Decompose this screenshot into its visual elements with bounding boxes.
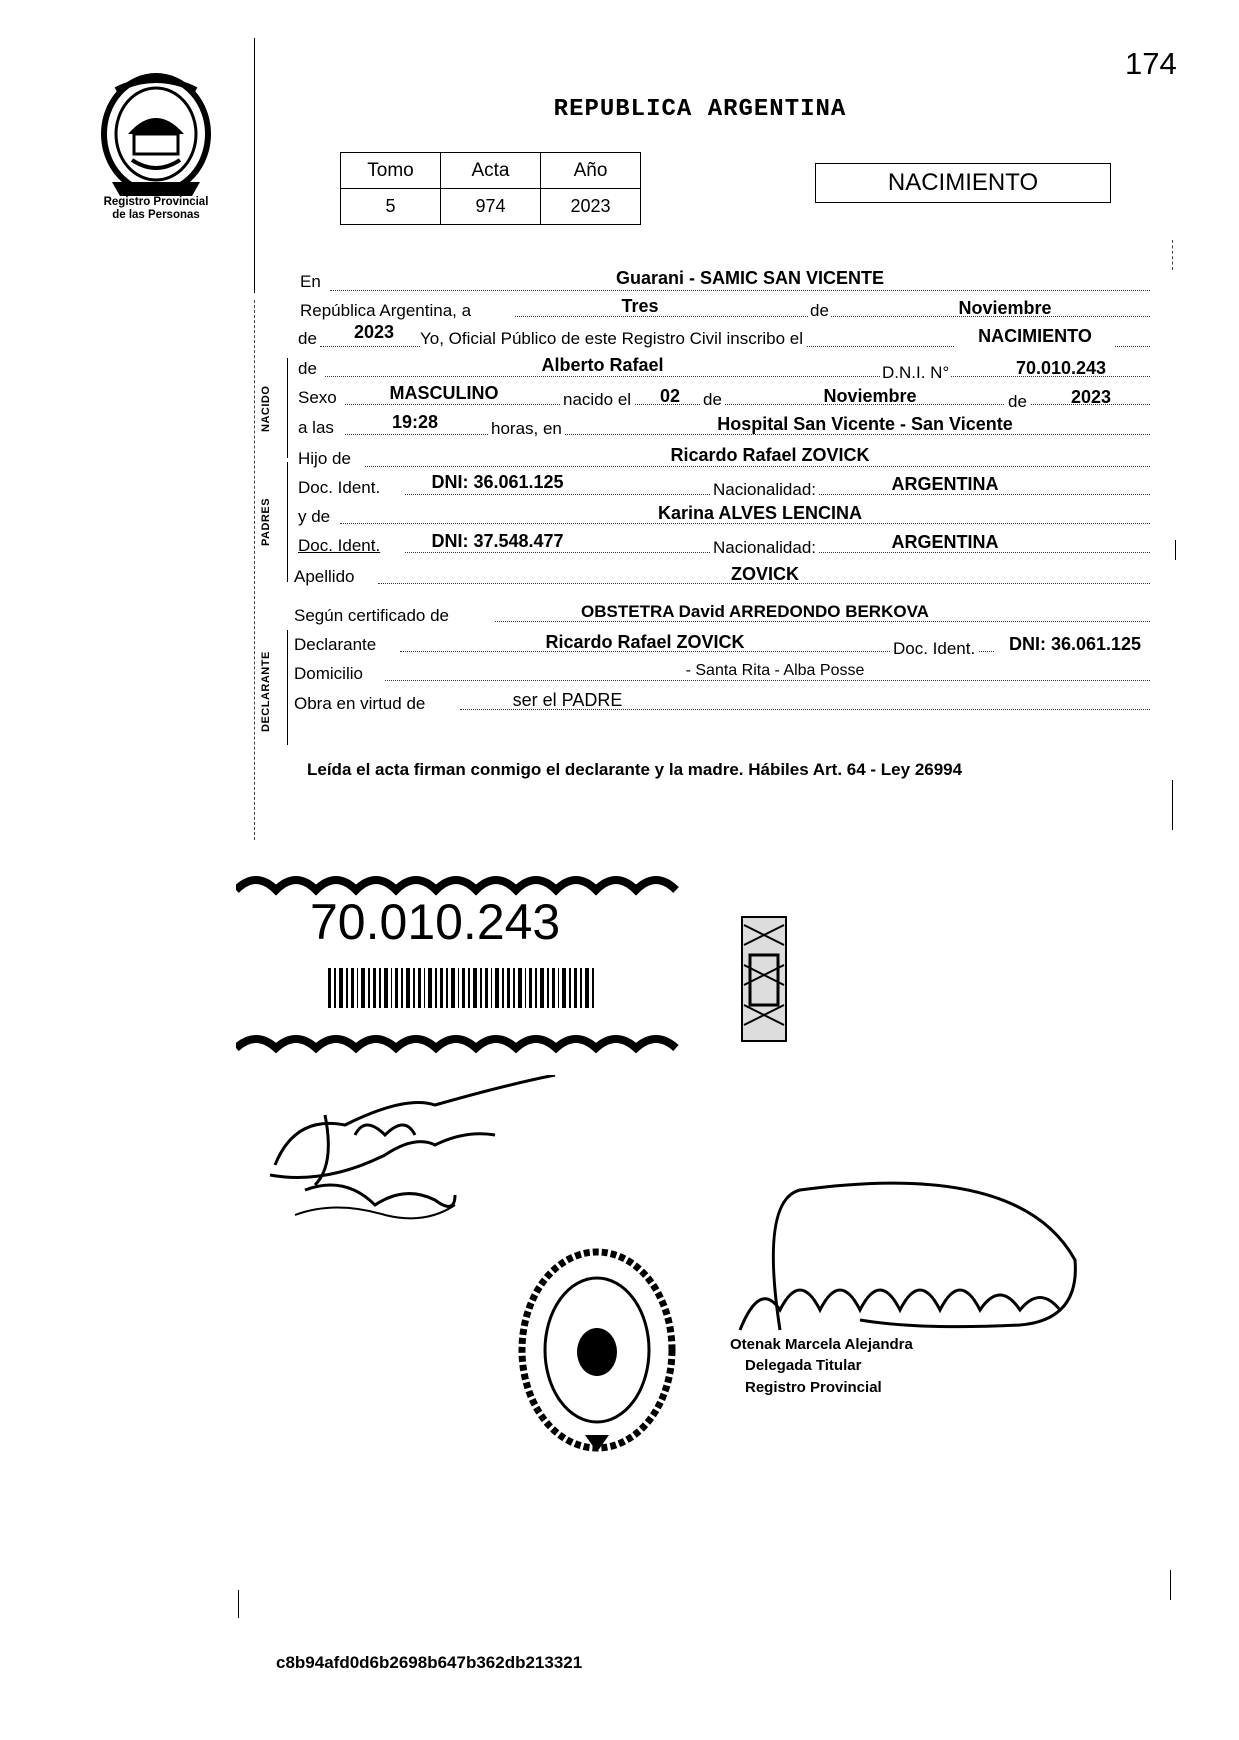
left-margin-mark xyxy=(238,1590,239,1618)
label-de-name: de xyxy=(298,359,317,378)
value-sex: MASCULINO xyxy=(389,383,499,403)
label-apellido: Apellido xyxy=(294,567,355,586)
side-label-declarante: DECLARANTE xyxy=(260,651,272,732)
label-nacionalidad-2: Nacionalidad: xyxy=(710,538,819,558)
declarante-bracket xyxy=(287,630,288,745)
value-father-doc: DNI: 36.061.125 xyxy=(431,472,564,492)
leader-en xyxy=(330,290,1150,291)
page-number: 174 xyxy=(1125,46,1177,81)
dni-stamp-number: 70.010.243 xyxy=(310,894,561,950)
side-label-padres: PADRES xyxy=(260,497,272,546)
right-margin-mark xyxy=(1172,780,1173,830)
label-hijo-de: Hijo de xyxy=(298,449,351,468)
official-title: Delegada Titular xyxy=(745,1357,862,1374)
official-office: Registro Provincial xyxy=(745,1379,882,1396)
value-child-dni: 70.010.243 xyxy=(1015,358,1107,378)
label-domicilio: Domicilio xyxy=(294,664,363,683)
registry-label-line-2: de las Personas xyxy=(112,209,200,221)
right-margin-mark xyxy=(1172,240,1173,270)
label-de-birth-year: de xyxy=(1005,392,1030,412)
label-republica: República Argentina, a xyxy=(300,301,472,320)
value-month-text: Noviembre xyxy=(958,298,1052,318)
right-margin-mark xyxy=(1175,540,1176,560)
label-nacionalidad-1: Nacionalidad: xyxy=(710,480,819,500)
document-title: REPUBLICA ARGENTINA xyxy=(553,96,847,123)
value-child-name: Alberto Rafael xyxy=(541,355,664,375)
official-signature xyxy=(720,1180,1090,1340)
value-act-name: NACIMIENTO xyxy=(955,326,1115,347)
label-declarante: Declarante xyxy=(294,635,377,654)
barcode xyxy=(328,968,594,1008)
label-obra-virtud: Obra en virtud de xyxy=(294,694,426,713)
label-doc-ident-decl: Doc. Ident. xyxy=(890,639,978,659)
label-segun-cert: Según certificado de xyxy=(294,606,449,625)
act-type-box: NACIMIENTO xyxy=(815,163,1111,203)
value-mother-name: Karina ALVES LENCINA xyxy=(657,503,863,523)
official-registry-seal xyxy=(515,1240,680,1460)
official-name: Otenak Marcela Alejandra xyxy=(730,1336,913,1353)
value-address: - Santa Rita - Alba Posse xyxy=(685,662,865,679)
value-tomo: 5 xyxy=(341,189,441,225)
label-de-year: de xyxy=(298,329,317,348)
value-year: 2023 xyxy=(344,322,404,343)
label-doc-ident-2: Doc. Ident. xyxy=(298,536,381,555)
nacido-bracket xyxy=(287,358,288,458)
padres-bracket xyxy=(287,462,288,582)
value-birth-month: Noviembre xyxy=(823,386,917,406)
value-father-nationality: ARGENTINA xyxy=(891,474,999,494)
label-de-birth-month: de xyxy=(700,390,725,410)
label-horas-en: horas, en xyxy=(488,419,565,439)
value-declarant-doc: DNI: 36.061.125 xyxy=(995,634,1155,655)
label-de-month: de xyxy=(810,301,829,320)
header-acta: Acta xyxy=(441,153,541,189)
label-yo-oficial: Yo, Oficial Público de este Registro Civil inscribo el xyxy=(420,329,807,349)
document-hash: c8b94afd0d6b2698b647b362db213321 xyxy=(276,1653,583,1672)
acta-reference-table xyxy=(340,152,641,225)
value-father-name: Ricardo Rafael ZOVICK xyxy=(670,445,870,465)
value-birth-place: Hospital San Vicente - San Vicente xyxy=(717,414,1013,434)
registry-label-line-1: Registro Provincial xyxy=(103,196,209,208)
value-surname: ZOVICK xyxy=(730,564,799,584)
label-a-las: a las xyxy=(298,418,334,437)
margin-line-dashed xyxy=(254,300,255,840)
label-doc-ident-1: Doc. Ident. xyxy=(298,478,381,497)
value-acta: 974 xyxy=(441,189,541,225)
value-day-text: Tres xyxy=(621,296,659,316)
right-margin-mark xyxy=(1170,1570,1171,1600)
label-y-de: y de xyxy=(298,507,331,526)
value-mother-doc: DNI: 37.548.477 xyxy=(431,531,564,551)
header-ano: Año xyxy=(541,153,641,189)
declarant-signature xyxy=(265,1075,575,1225)
provincial-coat-of-arms-logo xyxy=(92,72,220,204)
value-ano: 2023 xyxy=(541,189,641,225)
registry-label xyxy=(86,196,226,222)
value-birth-year: 2023 xyxy=(1070,387,1112,407)
leader-address-row xyxy=(385,680,1150,681)
label-sexo: Sexo xyxy=(298,388,337,407)
value-certificate-by: OBSTETRA David ARREDONDO BERKOVA xyxy=(581,602,929,621)
value-declarant-name: Ricardo Rafael ZOVICK xyxy=(545,632,745,652)
security-hologram xyxy=(740,915,788,1043)
label-dni: D.N.I. N° xyxy=(882,363,950,382)
value-birth-time: 19:28 xyxy=(391,412,439,432)
margin-line-top xyxy=(254,38,255,293)
value-acting-as: ser el PADRE xyxy=(512,690,623,710)
value-mother-nationality: ARGENTINA xyxy=(891,532,999,552)
side-label-nacido: NACIDO xyxy=(260,385,272,432)
value-place: Guarani - SAMIC SAN VICENTE xyxy=(615,268,885,288)
closing-statement: Leída el acta firman conmigo el declarante y la madre. Hábiles Art. 64 - Ley 26994 xyxy=(307,760,963,779)
label-nacido-el: nacido el xyxy=(560,390,634,410)
label-en: En xyxy=(300,272,321,291)
value-birth-day: 02 xyxy=(659,386,681,406)
leader-hijo-row xyxy=(365,466,1150,467)
header-tomo: Tomo xyxy=(341,153,441,189)
